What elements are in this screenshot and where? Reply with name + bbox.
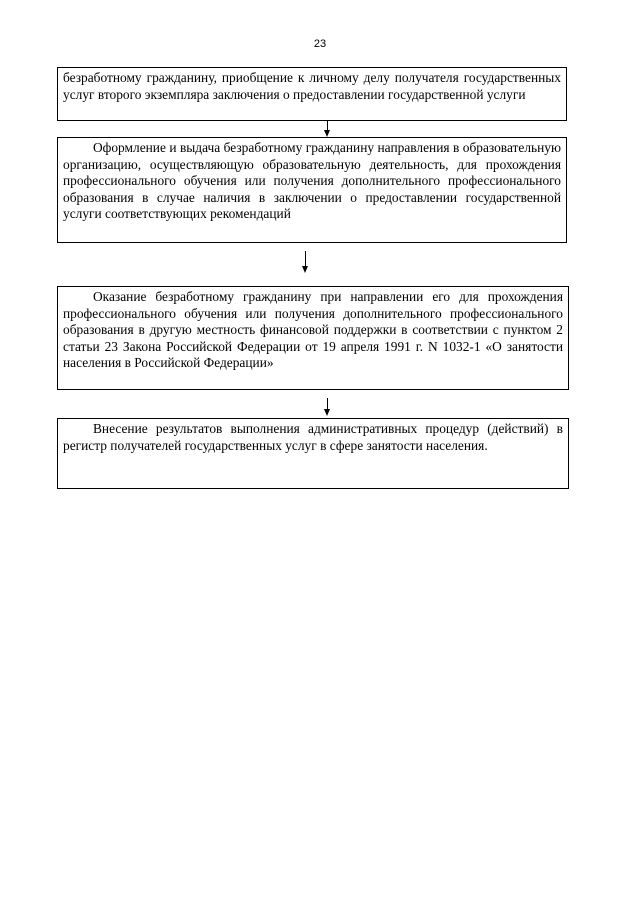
flowchart-step-box bbox=[57, 67, 567, 121]
flowchart-step-box bbox=[57, 137, 567, 243]
flow-arrow-head bbox=[324, 409, 330, 416]
step-text: Оформление и выдача безработному гражданину направления в образовательную организацию, осуществляющую образовательную деятельность, для прохождения профессионального обучения или получения дополнительного профессионального образования в случае наличия в заключении о предоставлении государственной услуги соответствующих рекомендаций bbox=[63, 140, 561, 221]
page-number: 23 bbox=[313, 38, 327, 50]
step-text: Внесение результатов выполнения административных процедур (действий) в регистр получателей государственных услуг в сфере занятости населения. bbox=[63, 421, 563, 453]
flow-arrow-head bbox=[324, 130, 330, 137]
flowchart-step-box bbox=[57, 286, 569, 390]
flow-arrow-line bbox=[305, 251, 306, 267]
step-text: безработному гражданину, приобщение к личному делу получателя государственных услуг второго экземпляра заключения о предоставлении государственной услуги bbox=[63, 70, 561, 102]
flow-arrow-line bbox=[327, 121, 328, 130]
step-text: Оказание безработному гражданину при направлении его для прохождения профессионального обучения или получения дополнительного профессионального образования в другую местность финансовой поддержки в соответствии с пунктом 2 статьи 23 Закона Российской Федерации от 19 апреля 1991 г. N 1032-1 «О занятости населения в Российской Федерации» bbox=[63, 289, 563, 370]
flowchart-step-box bbox=[57, 418, 569, 489]
flow-arrow-head bbox=[302, 266, 308, 273]
